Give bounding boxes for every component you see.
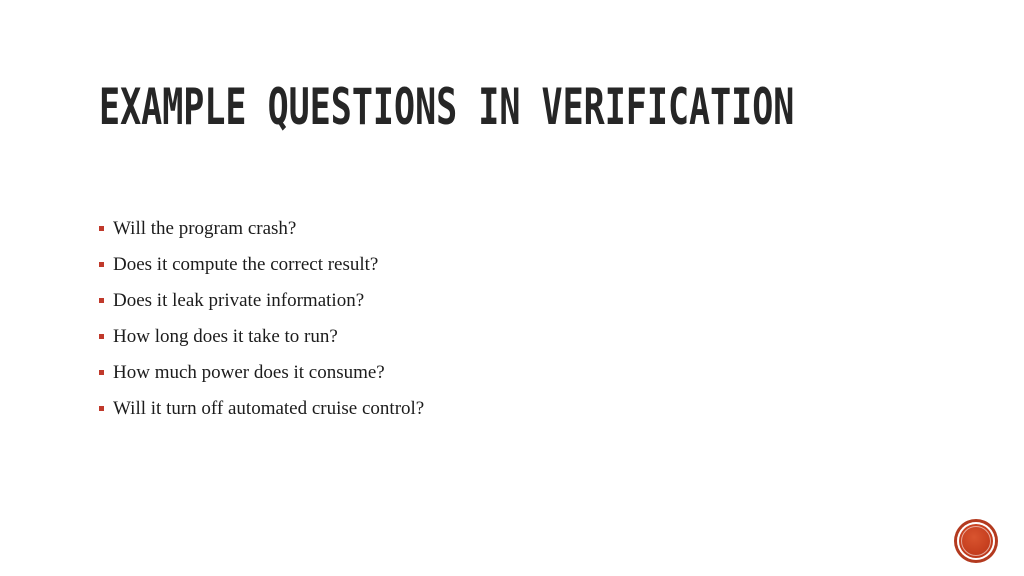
- slide-nav-button[interactable]: [957, 522, 995, 560]
- square-bullet-icon: [99, 334, 104, 339]
- list-item: [99, 215, 424, 251]
- bullet-list: [99, 215, 424, 431]
- list-item: [99, 395, 424, 431]
- list-item: [99, 359, 424, 395]
- bullet-text: Does it compute the correct result?: [113, 254, 379, 275]
- bullet-text: Will it turn off automated cruise control?: [113, 398, 425, 419]
- square-bullet-icon: [99, 226, 104, 231]
- circle-nav-icon: [961, 526, 991, 556]
- square-bullet-icon: [99, 406, 104, 411]
- square-bullet-icon: [99, 370, 104, 375]
- list-item: [99, 251, 424, 287]
- square-bullet-icon: [99, 298, 104, 303]
- bullet-text: Will the program crash?: [113, 218, 297, 239]
- list-item: [99, 287, 424, 323]
- bullet-text: How much power does it consume?: [113, 362, 385, 383]
- square-bullet-icon: [99, 262, 104, 267]
- slide-title: EXAMPLE QUESTIONS IN VERIFICATION: [99, 78, 795, 136]
- bullet-text: How long does it take to run?: [113, 326, 338, 347]
- bullet-text: Does it leak private information?: [113, 290, 365, 311]
- list-item: [99, 323, 424, 359]
